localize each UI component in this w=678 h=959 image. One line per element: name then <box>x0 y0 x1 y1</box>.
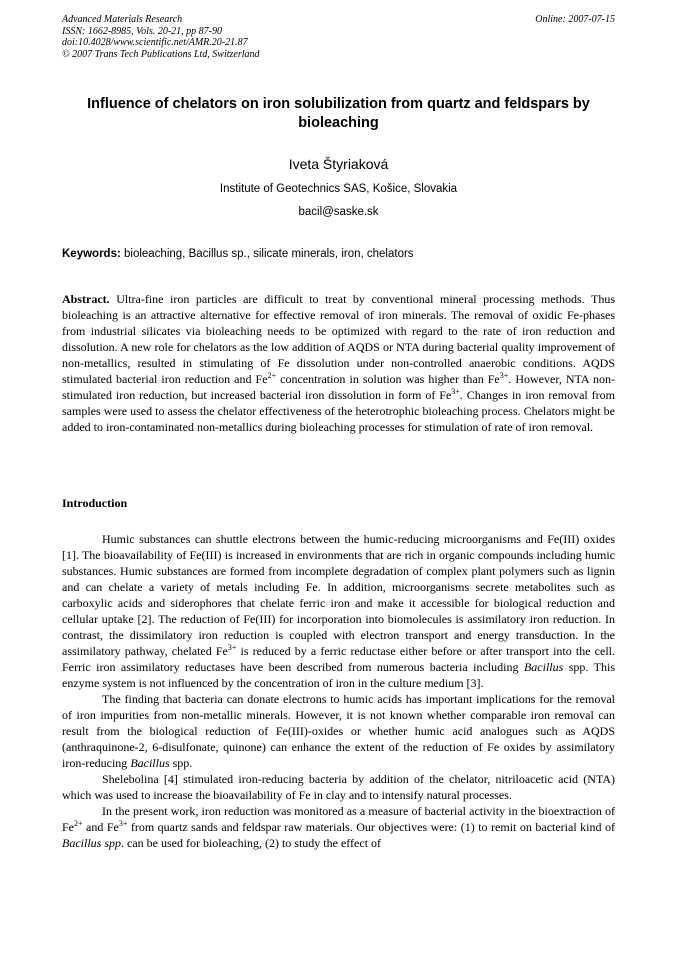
introduction-body <box>62 531 615 851</box>
intro-p4-text-d: . can be used for bioleaching, (2) to study the effect of <box>121 836 382 850</box>
intro-p4-italic: Bacillus spp <box>62 836 121 850</box>
intro-paragraph-1 <box>62 531 615 691</box>
journal-header <box>62 14 615 60</box>
intro-p4-sup-1: 2+ <box>74 819 83 828</box>
online-date: Online: 2007-07-15 <box>535 14 615 25</box>
keywords-text: bioleaching, Bacillus sp., silicate minerals, iron, chelators <box>120 248 414 260</box>
author-name: Iveta Štyriaková <box>288 156 389 172</box>
abstract-sup-2: 3+ <box>499 371 509 380</box>
intro-p4-sup-2: 3+ <box>118 819 128 828</box>
author-email: bacil@saske.sk <box>298 206 379 218</box>
intro-p2-text-b: spp. <box>169 756 193 770</box>
copyright-line: © 2007 Trans Tech Publications Ltd, Switzerland <box>62 48 260 60</box>
abstract-text-3: . However, NTA non-stimulated iron reduction, but increased bacterial iron dissolution in form of Fe <box>62 372 615 402</box>
intro-p4-text-b: and Fe <box>82 820 119 834</box>
abstract-text-1: Ultra-fine iron particles are difficult to treat by conventional mineral processing methods. Thus bioleaching is an attractive alternative for effective removal of iron minerals. The removal of oxidic Fe-phases from industrial silicates via bioleaching needs to be optimized with regard to the rate of iron reduction and dissolution. A new role for chelators as the low addition of AQDS or NTA during bacterial quality improvement of non-metallics, resulted in stimulating of Fe dissolution under non-controlled anaerobic conditions. AQDS stimulated bacterial iron reduction and Fe <box>62 292 615 386</box>
keywords <box>62 248 615 260</box>
issn-line: ISSN: 1662-8985, Vols. 20-21, pp 87-90 <box>62 25 222 37</box>
abstract-sup-1: 2+ <box>267 371 277 380</box>
doi-line: doi:10.4028/www.scientific.net/AMR.20-21.87 <box>62 37 248 48</box>
intro-p2-text-a: The finding that bacteria can donate electrons to humic acids has important implications for the removal of iron impurities from non-metallic minerals. However, it is not known whether comparable iron removal can result from the biological reduction of Fe(III)-oxides or whether humic acid analogues such as AQDS (anthraquinone-2, 6-disulfonate, quinone) can enhance the extent of the reduction of Fe oxides by assimilatory iron-reducing <box>62 692 615 770</box>
abstract-sup-3: 3+ <box>451 387 460 396</box>
author-affiliation: Institute of Geotechnics SAS, Košice, Slovakia <box>219 183 458 195</box>
intro-p2-italic: Bacillus <box>130 756 170 770</box>
intro-paragraph-3: Shelebolina [4] stimulated iron-reducing bacteria by addition of the chelator, nitriloacetic acid (NTA) which was used to increase the bioavailability of Fe in clay and to intensify natural processes. <box>62 772 615 802</box>
abstract-label: Abstract. <box>62 292 110 306</box>
intro-p1-italic: Bacillus <box>523 660 564 674</box>
intro-paragraph-4 <box>62 803 615 851</box>
intro-p1-text-a: Humic substances can shuttle electrons between the humic-reducing microorganisms and Fe(III) oxides [1]. The bioavailability of Fe(III) is increased in environments that are rich in organic compounds including humic substances. Humic substances are formed from incomplete degradation of complex plant polymers such as lignin and can chelate a variety of metals including Fe. In addition, microorganisms secrete metabolites such as carboxylic acids and siderophores that chelate ferric iron and make it accessible for biological reduction and cellular uptake [2]. The reduction of Fe(III) for incorporation into biomolecules is assimilatory iron reduction. In contrast, the dissimilatory iron reduction is coupled with electron transport and energy transduction. In the assimilatory pathway, chelated Fe <box>62 532 615 658</box>
intro-paragraph-2 <box>62 691 615 771</box>
abstract-text-4: . Changes in iron removal from samples were used to assess the chelator effectiveness of the heterotrophic bioleaching process. Chelators might be added to iron-contaminated non-metallics during bioleaching processes for stimulation of rate of iron removal. <box>62 388 615 434</box>
journal-name: Advanced Materials Research <box>62 14 183 25</box>
intro-p1-sup: 3+ <box>227 643 237 652</box>
intro-p1-text-c: spp. This enzyme system is not influenced by the concentration of iron in the culture medium [3]. <box>62 660 615 690</box>
introduction-heading: Introduction <box>62 496 128 510</box>
abstract <box>62 291 615 435</box>
intro-p4-text-a: In the present work, iron reduction was monitored as a measure of bacterial activity in the bioextraction of Fe <box>62 804 615 834</box>
intro-p4-text-c: from quartz sands and feldspar raw materials. Our objectives were: (1) to remit on bacterial kind of <box>127 820 615 834</box>
keywords-label: Keywords: <box>62 248 121 260</box>
intro-p1-text-b: is reduced by a ferric reductase either before or after transport into the cell. Ferric iron assimilatory reductases have been described from numerous bacteria including <box>62 644 615 674</box>
paper-title: Influence of chelators on iron solubilization from quartz and feldspars by bioleaching <box>87 96 590 131</box>
abstract-text-2: concentration in solution was higher than Fe <box>276 372 500 386</box>
